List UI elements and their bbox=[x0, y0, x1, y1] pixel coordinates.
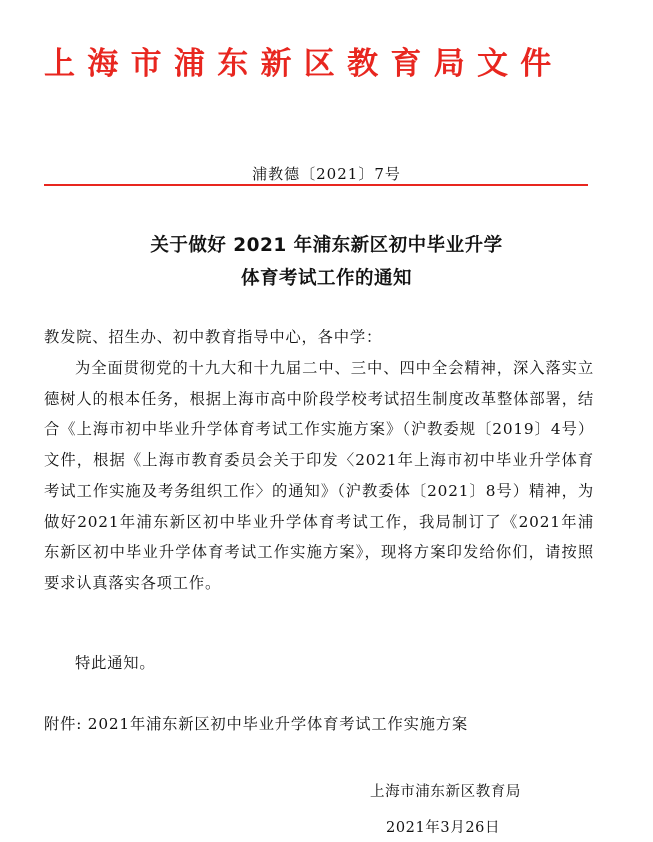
main-paragraph: 为全面贯彻党的十九大和十九届二中、三中、四中全会精神，深入落实立德树人的根本任务，根据上海市高中阶段学校考试招生制度改革整体部署，结合《上海市初中毕业升学体育考试工作实施方案》（沪教委规〔2019〕4号）文件，根据《上海市教育委员会关于印发〈2021年上海市初中毕业升学体育考试工作实施及考务组织工作〉的通知》（沪教委体〔2021〕8号）精神，为做好2021年浦东新区初中毕业升学体育考试工作，我局制订了《2021年浦东新区初中毕业升学体育考试工作实施方案》，现将方案印发给你们，请按照要求认真落实各项工作。 bbox=[44, 359, 594, 592]
issuing-organization: 上海市浦东新区教育局 bbox=[370, 784, 521, 800]
notice-title-line-2: 体育考试工作的通知 bbox=[240, 268, 412, 289]
addressee: 教发院、招生办、初中教育指导中心，各中学： bbox=[44, 328, 383, 346]
issue-date: 2021年3月26日 bbox=[386, 820, 501, 836]
closing-line: 特此通知。 bbox=[75, 654, 156, 672]
red-divider-line bbox=[44, 184, 588, 186]
attachment-line: 附件: 2021年浦东新区初中毕业升学体育考试工作实施方案 bbox=[44, 715, 468, 733]
document-number: 浦教德〔2021〕7号 bbox=[252, 165, 401, 183]
notice-title-line-1: 关于做好 2021 年浦东新区初中毕业升学 bbox=[150, 235, 503, 256]
document-header-title: 上海市浦东新区教育局文件 bbox=[44, 46, 564, 82]
